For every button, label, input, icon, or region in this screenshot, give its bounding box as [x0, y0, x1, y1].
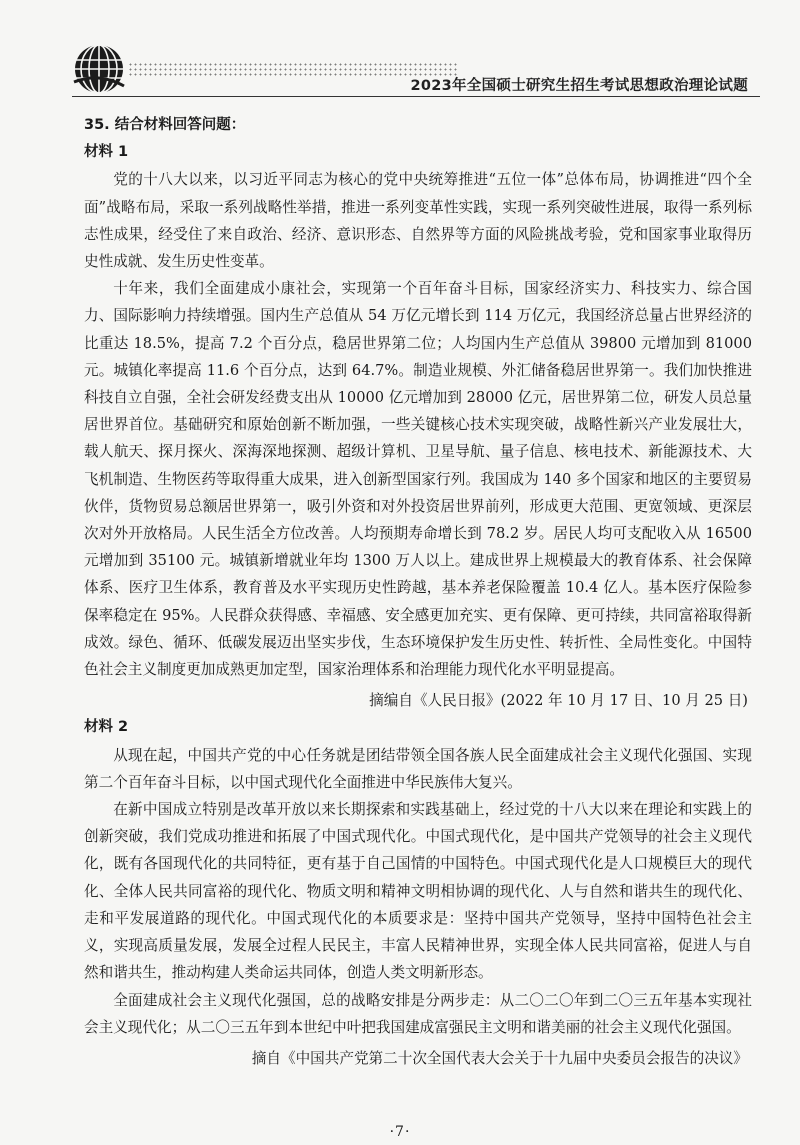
material-1-paragraph: 十年来，我们全面建成小康社会，实现第一个百年奋斗目标，国家经济实力、科技实力、综合国力、国际影响力持续增强。国内生产总值从 54 万亿元增长到 114 万亿元，我国经济总量占世界经济的比重达 18.5%，提高 7.2 个百分点，稳居世界第二位；人均国内生产总值从 39800 元增加到 81000 元。城镇化率提高 11.6 个百分点，达到 64.7%。制造业规模、外汇储备稳居世界第一。我们加快推进科技自立自强，全社会研发经费支出从 10000 亿元增加到 28000 亿元，居世界第二位，研发人员总量居世界首位。基础研究和原始创新不断加强，一些关键核心技术实现突破，战略性新兴产业发展壮大，载人航天、探月探火、深海深地探测、超级计算机、卫星导航、量子信息、核电技术、新能源技术、大飞机制造、生物医药等取得重大成果，进入创新型国家行列。我国成为 140 多个国家和地区的主要贸易伙伴，货物贸易总额居世界第一，吸引外资和对外投资居世界前列，形成更大范围、更宽领域、更深层次对外开放格局。人民生活全方位改善。人均预期寿命增长到 78.2 岁。居民人均可支配收入从 16500 元增加到 35100 元。城镇新增就业年均 1300 万人以上。建成世界上规模最大的教育体系、社会保障体系、医疗卫生体系，教育普及水平实现历史性跨越，基本养老保险覆盖 10.4 亿人。基本医疗保险参保率稳定在 95%。人民群众获得感、幸福感、安全感更加充实、更有保障、更可持续，共同富裕取得新成效。绿色、循环、低碳发展迈出坚实步伐，生态环境保护发生历史性、转折性、全局性变化。中国特色社会主义制度更加成熟更加定型，国家治理体系和治理能力现代化水平明显提高。: [84, 280, 752, 679]
material-2-source: 摘自《中国共产党第二十次全国代表大会关于十九届中央委员会报告的决议》: [251, 1049, 748, 1067]
header-divider: [72, 96, 760, 97]
material-2-paragraph: 在新中国成立特别是改革开放以来长期探索和实践基础上，经过党的十八大以来在理论和实践上的创新突破，我们党成功推进和拓展了中国式现代化。中国式现代化，是中国共产党领导的社会主义现代化，既有各国现代化的共同特征，更有基于自己国情的中国特色。中国式现代化是人口规模巨大的现代化、全体人民共同富裕的现代化、物质文明和精神文明相协调的现代化、人与自然和谐共生的现代化、走和平发展道路的现代化。中国式现代化的本质要求是：坚持中国共产党领导，坚持中国特色社会主义，实现高质量发展，发展全过程人民民主，丰富人民精神世界，实现全体人民共同富裕，促进人与自然和谐共生，推动构建人类命运共同体，创造人类文明新形态。: [84, 801, 752, 982]
material-2-paragraph: 从现在起，中国共产党的中心任务就是团结带领全国各族人民全面建成社会主义现代化强国、实现第二个百年奋斗目标，以中国式现代化全面推进中华民族伟大复兴。: [84, 746, 752, 791]
header-title: 2023年全国硕士研究生招生考试思想政治理论试题: [410, 78, 748, 94]
material-2-paragraph: 全面建成社会主义现代化强国，总的战略安排是分两步走：从二〇二〇年到二〇三五年基本实现社会主义现代化；从二〇三五年到本世纪中叶把我国建成富强民主文明和谐美丽的社会主义现代化强国。: [84, 991, 752, 1036]
header-dot-pattern: [128, 62, 458, 76]
content-body: [84, 112, 752, 1072]
question-title: 35. 结合材料回答问题：: [84, 117, 246, 133]
material-2-title: 材料 2: [84, 719, 129, 736]
material-1-paragraph: 党的十八大以来，以习近平同志为核心的党中央统筹推进“五位一体”总体布局，协调推进“四个全面”战略布局，采取一系列战略性举措，推进一系列变革性实践，实现一系列突破性进展，取得一系列标志性成果，经受住了来自政治、经济、意识形态、自然界等方面的风险挑战考验，党和国家事业取得历史性成就、发生历史性变革。: [84, 171, 752, 271]
material-1-title: 材料 1: [84, 144, 129, 161]
globe-logo-icon: [72, 42, 126, 96]
page-number: ·7·: [389, 1124, 411, 1140]
material-1-source: 摘编自《人民日报》(2022 年 10 月 17 日、10 月 25 日): [369, 692, 748, 710]
